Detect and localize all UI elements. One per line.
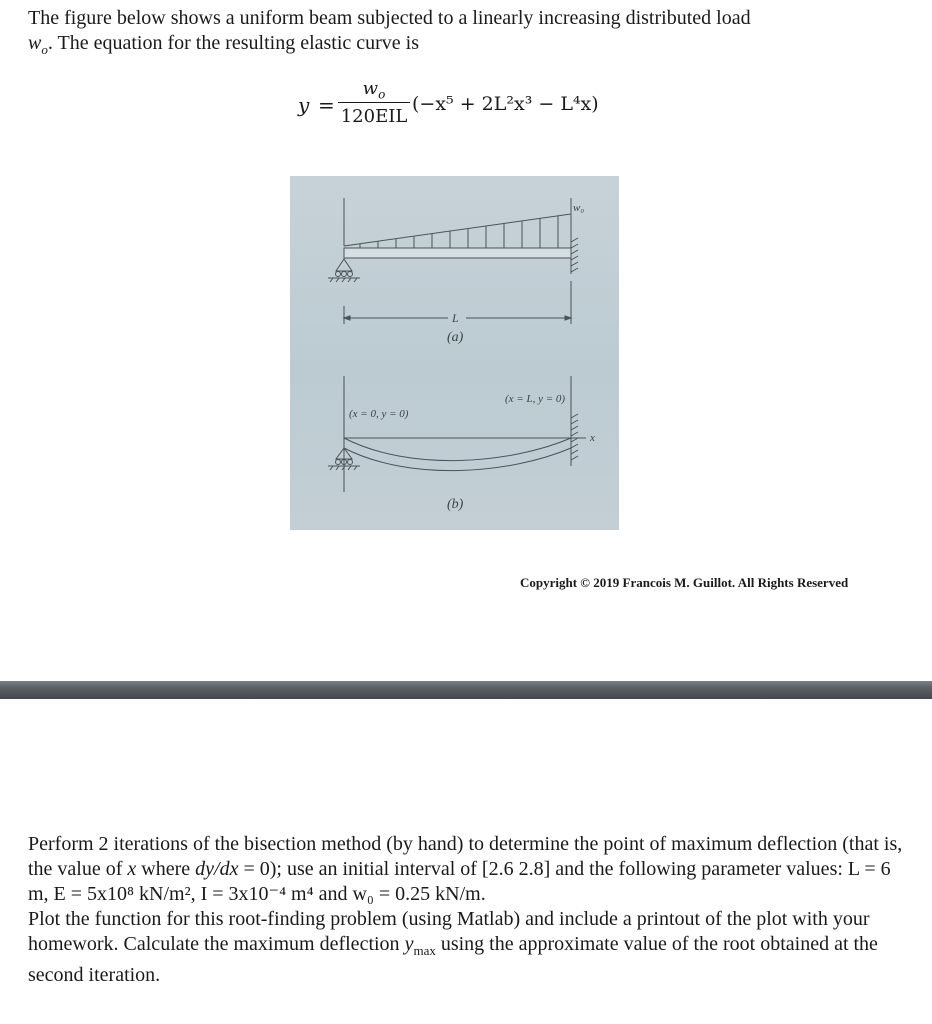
fraction-bar (338, 102, 410, 103)
equation-denominator: 120EIL (340, 106, 408, 127)
equation-fraction (338, 78, 410, 127)
cropped-heading-remnant (120, 0, 400, 2)
beam-diagram-svg (290, 176, 619, 530)
beam-a (344, 248, 571, 258)
equation-rhs: (−x⁵ + 2L²x³ − L⁴x) (412, 93, 599, 115)
section-divider (0, 681, 932, 699)
beam-figure (290, 176, 619, 530)
label-w0: w₀ (573, 202, 585, 214)
pin-support-a (328, 259, 360, 282)
copyright-notice: Copyright © 2019 Francois M. Guillot. All Rights Reserved (520, 575, 849, 590)
equation-lhs: y (298, 93, 310, 117)
problem-paragraph-2: Plot the function for this root-finding problem (using Matlab) and include a printout of the plot with your homework. Calculate the maximum deflection $y_{max}$ using the approximate value of the root obtained at the second iteration. (28, 908, 878, 986)
wall-hatch-b (571, 414, 578, 466)
load-subscript: o (41, 42, 48, 57)
label-a: (a) (447, 330, 464, 345)
problem-statement (28, 832, 908, 988)
load-symbol: w (28, 32, 42, 54)
intro-line-2: . The equation for the resulting elastic curve is (47, 32, 420, 54)
label-b: (b) (447, 497, 464, 512)
load-arrows (360, 216, 558, 248)
equation-numerator: $w_o$ (362, 78, 386, 102)
elastic-curve-top (344, 438, 571, 461)
intro-line-1: The figure below shows a uniform beam subjected to a linearly increasing distributed load (28, 7, 751, 29)
label-L: L (452, 311, 459, 325)
intro-paragraph (28, 6, 908, 62)
label-bc-left: (x = 0, y = 0) (349, 408, 409, 420)
equation-equals: = (318, 93, 335, 117)
label-x: x (590, 432, 595, 444)
wall-hatch-a (571, 238, 578, 274)
problem-paragraph-1: Perform 2 iterations of the bisection method (by hand) to determine the point of maximum deflection (that is, the value of x where dy/dx = 0); use an initial interval of [2.6 2.8] and the following parameter values: L = 6 m, E = 5x10⁸ kN/m², I = 3x10⁻⁴ m⁴ and w₀ = 0.25 kN/m. (28, 833, 903, 905)
label-bc-right: (x = L, y = 0) (505, 393, 566, 405)
